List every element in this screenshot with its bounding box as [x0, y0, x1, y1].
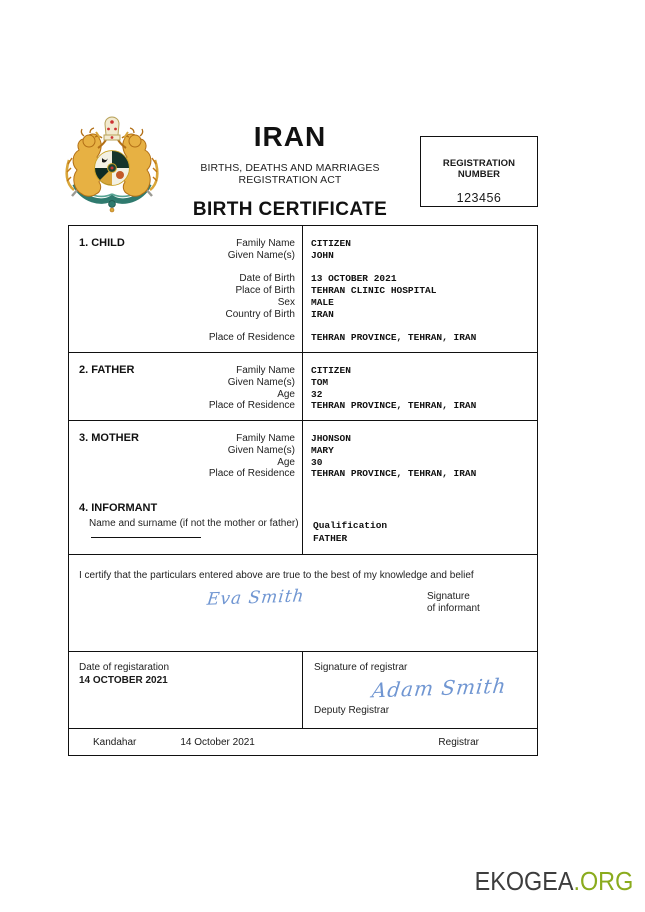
field-value [311, 262, 537, 274]
field-label: Family Name [236, 365, 295, 376]
field-value: TOM [311, 376, 329, 388]
section-title: 1. CHILD [79, 237, 125, 249]
registrar-signature-label: Signature of registrar [314, 662, 408, 673]
field-value: 32 [311, 388, 323, 400]
branding-logo [474, 866, 633, 897]
section-values [303, 353, 537, 412]
field-label: Given Name(s) [227, 444, 295, 456]
registration-place: Kandahar [93, 736, 137, 748]
field-value: MALE [311, 296, 334, 308]
signature-label-line1: Signature [427, 591, 470, 602]
person-section-row [69, 226, 537, 353]
field-label: Sex [277, 296, 295, 308]
footer-registrar-label: Registrar [438, 736, 479, 748]
registration-section [69, 652, 537, 729]
field-label: Place of Residence [208, 468, 295, 480]
person-sections [69, 226, 537, 494]
signature-of-informant-label [427, 591, 480, 615]
country-title: IRAN [253, 121, 327, 152]
field-label: Place of Birth [235, 285, 295, 297]
certificate-table [68, 225, 538, 756]
field-value: IRAN [311, 308, 334, 320]
registrar-role: Deputy Registrar [314, 705, 390, 716]
field-label: Given Name(s) [227, 249, 295, 261]
field-label: Age [277, 456, 295, 468]
certification-section [69, 555, 537, 652]
iran-imperial-emblem-icon [62, 114, 162, 220]
field-label [69, 321, 295, 333]
field-value: CITIZEN [311, 365, 351, 376]
field-label: Place of Residence [208, 332, 295, 344]
registrar-signature: Adam Smith [370, 673, 508, 703]
field-value: JHONSON [311, 433, 351, 444]
qualification-label: Qualification [313, 520, 388, 531]
field-label: Given Name(s) [227, 376, 295, 388]
registration-date-label: Date of registaration [79, 662, 170, 673]
act-subtitle: BIRTHS, DEATHS AND MARRIAGES REGISTRATION ACT [200, 162, 380, 186]
section-left-cell [69, 421, 303, 494]
header [168, 121, 412, 221]
field-value: TEHRAN PROVINCE, TEHRAN, IRAN [311, 468, 477, 480]
field-label: Family Name [236, 433, 295, 444]
registration-number-box [420, 136, 538, 207]
section-labels [69, 421, 302, 480]
footer-date: 14 October 2021 [180, 736, 255, 748]
field-label: Date of Birth [239, 273, 295, 285]
field-value: JOHN [311, 249, 334, 261]
signature-label-line2: of informant [427, 603, 480, 614]
section-right-cell [303, 421, 537, 494]
table-footer-row [69, 729, 537, 755]
section-left-cell [69, 226, 303, 352]
section-values [303, 421, 537, 480]
section-title: 2. FATHER [79, 364, 135, 376]
registration-number-value: 123456 [456, 191, 502, 205]
field-label: Place of Residence [208, 400, 295, 412]
qualification-value: FATHER [313, 533, 348, 544]
brand-tld: .ORG [573, 866, 633, 896]
person-section-row [69, 353, 537, 421]
field-value: TEHRAN CLINIC HOSPITAL [311, 285, 437, 297]
field-value: MARY [311, 444, 334, 456]
field-label: Family Name [236, 238, 295, 249]
brand-name: EKOGEA [474, 866, 574, 896]
person-section-row [69, 421, 537, 494]
informant-signature: Eva Smith [205, 586, 306, 610]
field-value: CITIZEN [311, 238, 351, 249]
field-label [69, 262, 295, 274]
field-label: Country of Birth [225, 308, 295, 320]
informant-right-cell [303, 494, 537, 554]
field-value [311, 321, 537, 333]
section-right-cell [303, 353, 537, 420]
section-right-cell [303, 226, 537, 352]
field-value: 30 [311, 456, 323, 468]
field-value: TEHRAN PROVINCE, TEHRAN, IRAN [311, 400, 477, 412]
section-labels [69, 353, 302, 412]
informant-section [69, 494, 537, 555]
field-label: Age [277, 388, 295, 400]
informant-title: 4. INFORMANT [79, 502, 158, 514]
registration-date-value: 14 OCTOBER 2021 [79, 675, 168, 686]
document-title: BIRTH CERTIFICATE [192, 199, 388, 220]
informant-name-blank-line [91, 537, 201, 538]
field-value: 13 OCTOBER 2021 [311, 273, 397, 285]
section-values [303, 226, 537, 344]
registration-number-label: REGISTRATION NUMBER [442, 158, 516, 180]
section-title: 3. MOTHER [79, 432, 139, 444]
informant-note: Name and surname (if not the mother or father) [89, 518, 299, 529]
certification-statement: I certify that the particulars entered above are true to the best of my knowledge and belief [79, 570, 474, 581]
field-value: TEHRAN PROVINCE, TEHRAN, IRAN [311, 332, 477, 344]
informant-left-cell [69, 494, 303, 554]
registration-date-cell [69, 652, 303, 728]
section-left-cell [69, 353, 303, 420]
registrar-signature-cell [303, 652, 537, 728]
